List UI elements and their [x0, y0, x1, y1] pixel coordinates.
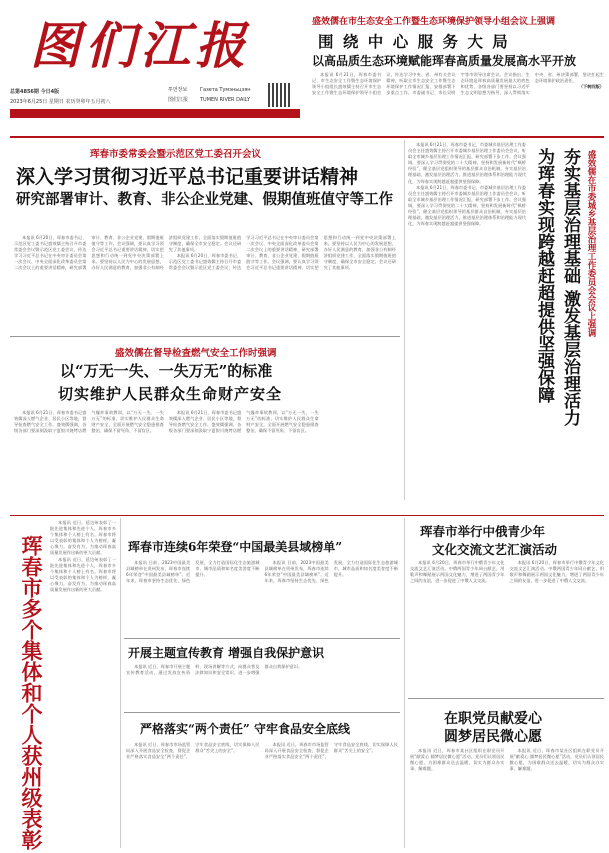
- city-story-title: 珲春市连续6年荣登“中国最美县域榜单”: [128, 540, 343, 554]
- masthead: [10, 8, 300, 126]
- brand-small: 图们江报: [168, 97, 189, 103]
- logo-char-4: 报: [195, 16, 246, 75]
- law-story-text: 本报讯 近日，珲春市开展主题宣传教育活动，通过发放宣传资料、现场讲解等方式，向群众普及法律知识和安全常识，进一步增强群众自我保护意识。: [126, 664, 303, 676]
- right-story-title-1: 夯实基层治理基础 激发基层治理活力: [560, 148, 580, 426]
- logo-char-1: 图: [30, 16, 80, 75]
- qr-code: [268, 83, 292, 107]
- food-story-body: [126, 742, 398, 846]
- law-story-title: 开展主题宣传教育 增强自我保护意识: [128, 646, 325, 660]
- safety-story-title-1: 以“万无一失、一失万无”的标准: [60, 362, 273, 380]
- right-story-kicker: 盛效儒在市委城乡基层治理工作委员会会议上强调: [586, 150, 596, 337]
- right-column-divider: [404, 140, 405, 500]
- lead-story-title-2: 研究部署审计、教育、非公企业党建、假期值班值守等工作: [16, 191, 393, 208]
- lower-divider: [10, 515, 604, 516]
- safety-story-text: 本报讯 6月21日，珲春市委书记盛效儒深入燃气企业、居民小区等地，督导检查燃气安全工作。盛效儒强调，各级各部门要深刻汲取宁夏银川烧烤店燃气爆炸事故教训，以“万无一失、一失万无”的标准，切实维护人民群众生命财产安全，全面开展燃气安全隐患排查整治，确保不留死角、不留盲区。: [14, 410, 164, 434]
- title-kr: 투먼장보: [168, 87, 188, 93]
- safety-story-body: [14, 410, 396, 510]
- lead-story-kicker: 珲春市委常委会暨示范区党工委召开会议: [90, 149, 262, 160]
- culture-story-title-2: 文化交流文艺汇演活动: [432, 542, 558, 557]
- right-story-text-repeat: 本报讯 6月21日，珲春市委书记、市委城乡基层治理工作委员会主任盛效儒主持召开市委城乡基层治理工作委员会会议，听取全市城乡基层治理工作情况汇报，研究部署下步工作。会议强调，要深入学习贯彻党的二十大精神，坚持和发展新时代“枫桥经验”，健全基层党组织领导的基层群众自治机制，夯实基层治理基础，激发基层治理活力，推进基层治理体系和治理能力现代化，为珲春实现跨越赶超提供坚强保障。: [408, 184, 526, 227]
- serial-line: 国内统一刊号 CN22-0010 国外代号 D1226: [13, 121, 99, 126]
- city-story-text: 本报讯 日前，2023中国最美县域榜单在贵州发布，珲春市连续6年荣登“中国最美县域榜单”。近年来，珲春市坚持生态优先、绿色发展，全力打造国际化生态旅游城市，城市品质和知名度美誉度不断提升。: [126, 560, 260, 584]
- lead-story-body: [14, 235, 396, 327]
- safety-story-title-2: 切实维护人民群众生命财产安全: [58, 385, 283, 403]
- vertical-story-text: 本报讯 近日，延边州表彰了一批先进集体和先进个人，珲春市多个集体和个人榜上有名。珲春市将以受表彰的集体和个人为榜样，凝心聚力，奋发有为，为推动珲春高质量发展作出新的更大贡献。: [50, 520, 116, 556]
- city-story-body: [126, 560, 398, 635]
- top-story-title-1: 围 绕 中 心 服 务 大 局: [318, 32, 510, 51]
- title-en: TUMEN RIVER DAILY: [200, 97, 250, 103]
- culture-story-text-repeat: 本报讯 6月20日，珲春市举行中俄青少年文化交流文艺汇演活动。中俄两国青少年同台献艺，用歌声和舞蹈展示两国文化魅力，增进了两国青少年之间的友谊，进一步促进了中俄人文交流。: [509, 560, 604, 584]
- law-story-body: [126, 664, 398, 708]
- ad-line: 新闻热线 11-46 E-mail:tumenjiangbao@163.com: [109, 121, 213, 126]
- top-story-text: 本报讯 6月21日，珲春市委书记、市生态安全工作暨生态环境保护领导小组组长盛效儒主持召开市生态安全工作暨生态环境保护领导小组会议，传达学习中央、省、州有关会议精神，听取全市生态安全工作暨生态环境保护工作情况汇报，安排部署下步重点工作。市委副书记、市长吴明宇等市领导出席会议。会议指出，生态环境是珲春高质量发展最大的底色和优势，各级各部门要坚持以习近平生态文明思想为指导，深入贯彻落实中央、省、州决策部署，坚决扛起生态环境保护政治责任。: [312, 72, 604, 96]
- culture-story-title-1: 珲春市举行中俄青少年: [420, 524, 546, 539]
- lead-story-title-1: 深入学习贯彻习近平总书记重要讲话精神: [16, 166, 359, 188]
- food-story-title: 严格落实“两个责任” 守牢食品安全底线: [140, 722, 350, 736]
- top-story-title-2: 以高品质生态环境赋能珲春高质量发展高水平开放: [312, 54, 577, 68]
- party-story-title-1: 在职党员献爱心: [444, 711, 542, 727]
- culture-divider: [408, 698, 604, 699]
- party-story-text: 本报讯 近日，珲春市某社区组织在职党员开展“献爱心 圆梦居民微心愿”活动，党员们认领居民微心愿，为困难群众送去温暖，切实为群众办实事、解难题。: [410, 748, 505, 772]
- lead-story-text-repeat: 本报讯 6月20日，珲春市委书记、示范区党工委书记盛效儒主持召开市委常委会会议暨示范区党工委会议，传达学习习近平总书记在中央审计委员会第一次会议、中央全面深化改革委员会第二次会议上的重要讲话精神，研究部署审计、教育、非公企业党建、假期值班值守等工作。会议强调，要认真学习领会习近平总书记重要讲话精神，切实把思想和行动统一到党中央决策部署上来。要坚持以人民为中心的发展思想，办好人民满意的教育，加强非公有制经济组织党建工作，全面落实假期值班值守制度，确保全市安全稳定。会议还研究了其他事项。: [168, 235, 396, 271]
- right-story-text: 本报讯 6月21日，珲春市委书记、市委城乡基层治理工作委员会主任盛效儒主持召开市委城乡基层治理工作委员会会议，听取全市城乡基层治理工作情况汇报，研究部署下步工作。会议强调，要深入学习贯彻党的二十大精神，坚持和发展新时代“枫桥经验”，健全基层党组织领导的基层群众自治机制，夯实基层治理基础，激发基层治理活力，推进基层治理体系和治理能力现代化，为珲春实现跨越赶超提供坚强保障。: [408, 142, 526, 184]
- top-story-end: （下转四版）: [578, 84, 604, 90]
- safety-story-text-repeat: 本报讯 6月21日，珲春市委书记盛效儒深入燃气企业、居民小区等地，督导检查燃气安全工作。盛效儒强调，各级各部门要深刻汲取宁夏银川烧烤店燃气爆炸事故教训，以“万无一失、一失万无”的标准，切实维护人民群众生命财产安全，全面开展燃气安全隐患排查整治，确保不留死角、不留盲区。: [168, 410, 319, 434]
- vertical-story-divider: [120, 518, 121, 848]
- issue-line: 总第4856期 今日4版: [10, 89, 60, 95]
- mid-divider-left: [10, 336, 400, 337]
- culture-story-text: 本报讯 6月20日，珲春市举行中俄青少年文化交流文艺汇演活动。中俄两国青少年同台献艺，用歌声和舞蹈展示两国文化魅力，增进了两国青少年之间的友谊，进一步促进了中俄人文交流。: [410, 560, 505, 584]
- party-story-title-2: 圆梦居民微心愿: [444, 729, 542, 745]
- safety-story-kicker: 盛效儒在督导检查燃气安全工作时强调: [115, 348, 277, 359]
- top-story-kicker: 盛效儒在市生态安全工作暨生态环境保护领导小组会议上强调: [312, 17, 556, 27]
- logo-char-3: 江: [140, 16, 191, 75]
- right-story-body: [408, 142, 526, 502]
- right-story-title-2: 为珲春实现跨越赶超提供坚强保障: [534, 148, 554, 403]
- serial-bar: [10, 109, 300, 126]
- top-story-body: [312, 72, 604, 132]
- web-line: www.tmjnews.cn: [223, 121, 260, 126]
- vertical-story-text-repeat: 本报讯 近日，延边州表彰了一批先进集体和先进个人，珲春市多个集体和个人榜上有名。珲春市将以受表彰的集体和个人为榜样，凝心聚力，奋发有为，为推动珲春高质量发展作出新的更大贡献。: [50, 556, 116, 593]
- law-divider: [124, 712, 400, 713]
- food-story-text-repeat: 本报讯 近日，珲春市市场监管局深入开展食品安全检查，督促企业严格落实食品安全“两个责任”，守牢食品安全底线，切实保障人民群众“舌尖上的安全”。: [264, 742, 398, 760]
- top-divider: [10, 136, 604, 138]
- city-story-text-repeat: 本报讯 日前，2023中国最美县域榜单在贵州发布，珲春市连续6年荣登“中国最美县域榜单”。近年来，珲春市坚持生态优先、绿色发展，全力打造国际化生态旅游城市，城市品质和知名度美誉度不断提升。: [264, 560, 398, 584]
- right-lower-divider: [404, 518, 405, 848]
- city-divider: [124, 638, 400, 639]
- vertical-story-title: 珲春市多个集体和个人获州级表彰: [19, 535, 44, 850]
- logo-char-2: 们: [85, 16, 136, 75]
- culture-story-body: [410, 560, 604, 694]
- lead-story-text: 本报讯 6月20日，珲春市委书记、示范区党工委书记盛效儒主持召开市委常委会会议暨示范区党工委会议，传达学习习近平总书记在中央审计委员会第一次会议、中央全面深化改革委员会第二次会议上的重要讲话精神，研究部署审计、教育、非公企业党建、假期值班值守等工作。会议强调，要认真学习领会习近平总书记重要讲话精神，切实把思想和行动统一到党中央决策部署上来。要坚持以人民为中心的发展思想，办好人民满意的教育，加强非公有制经济组织党建工作，全面落实假期值班值守制度，确保全市安全稳定。会议还研究了其他事项。: [14, 235, 242, 271]
- party-story-text-repeat: 本报讯 近日，珲春市某社区组织在职党员开展“献爱心 圆梦居民微心愿”活动，党员们认领居民微心愿，为困难群众送去温暖，切实为群众办实事、解难题。: [509, 748, 604, 772]
- date-line: 2023年6月25日 星期日 农历癸卯年五月初八: [10, 99, 111, 105]
- title-ru: Газета Тумэньцзян: [200, 87, 251, 93]
- party-story-body: [410, 748, 604, 846]
- masthead-logo: [30, 16, 295, 86]
- food-story-text: 本报讯 近日，珲春市市场监管局深入开展食品安全检查，督促企业严格落实食品安全“两个责任”，守牢食品安全底线，切实保障人民群众“舌尖上的安全”。: [126, 742, 260, 760]
- vertical-story-body: [50, 520, 116, 845]
